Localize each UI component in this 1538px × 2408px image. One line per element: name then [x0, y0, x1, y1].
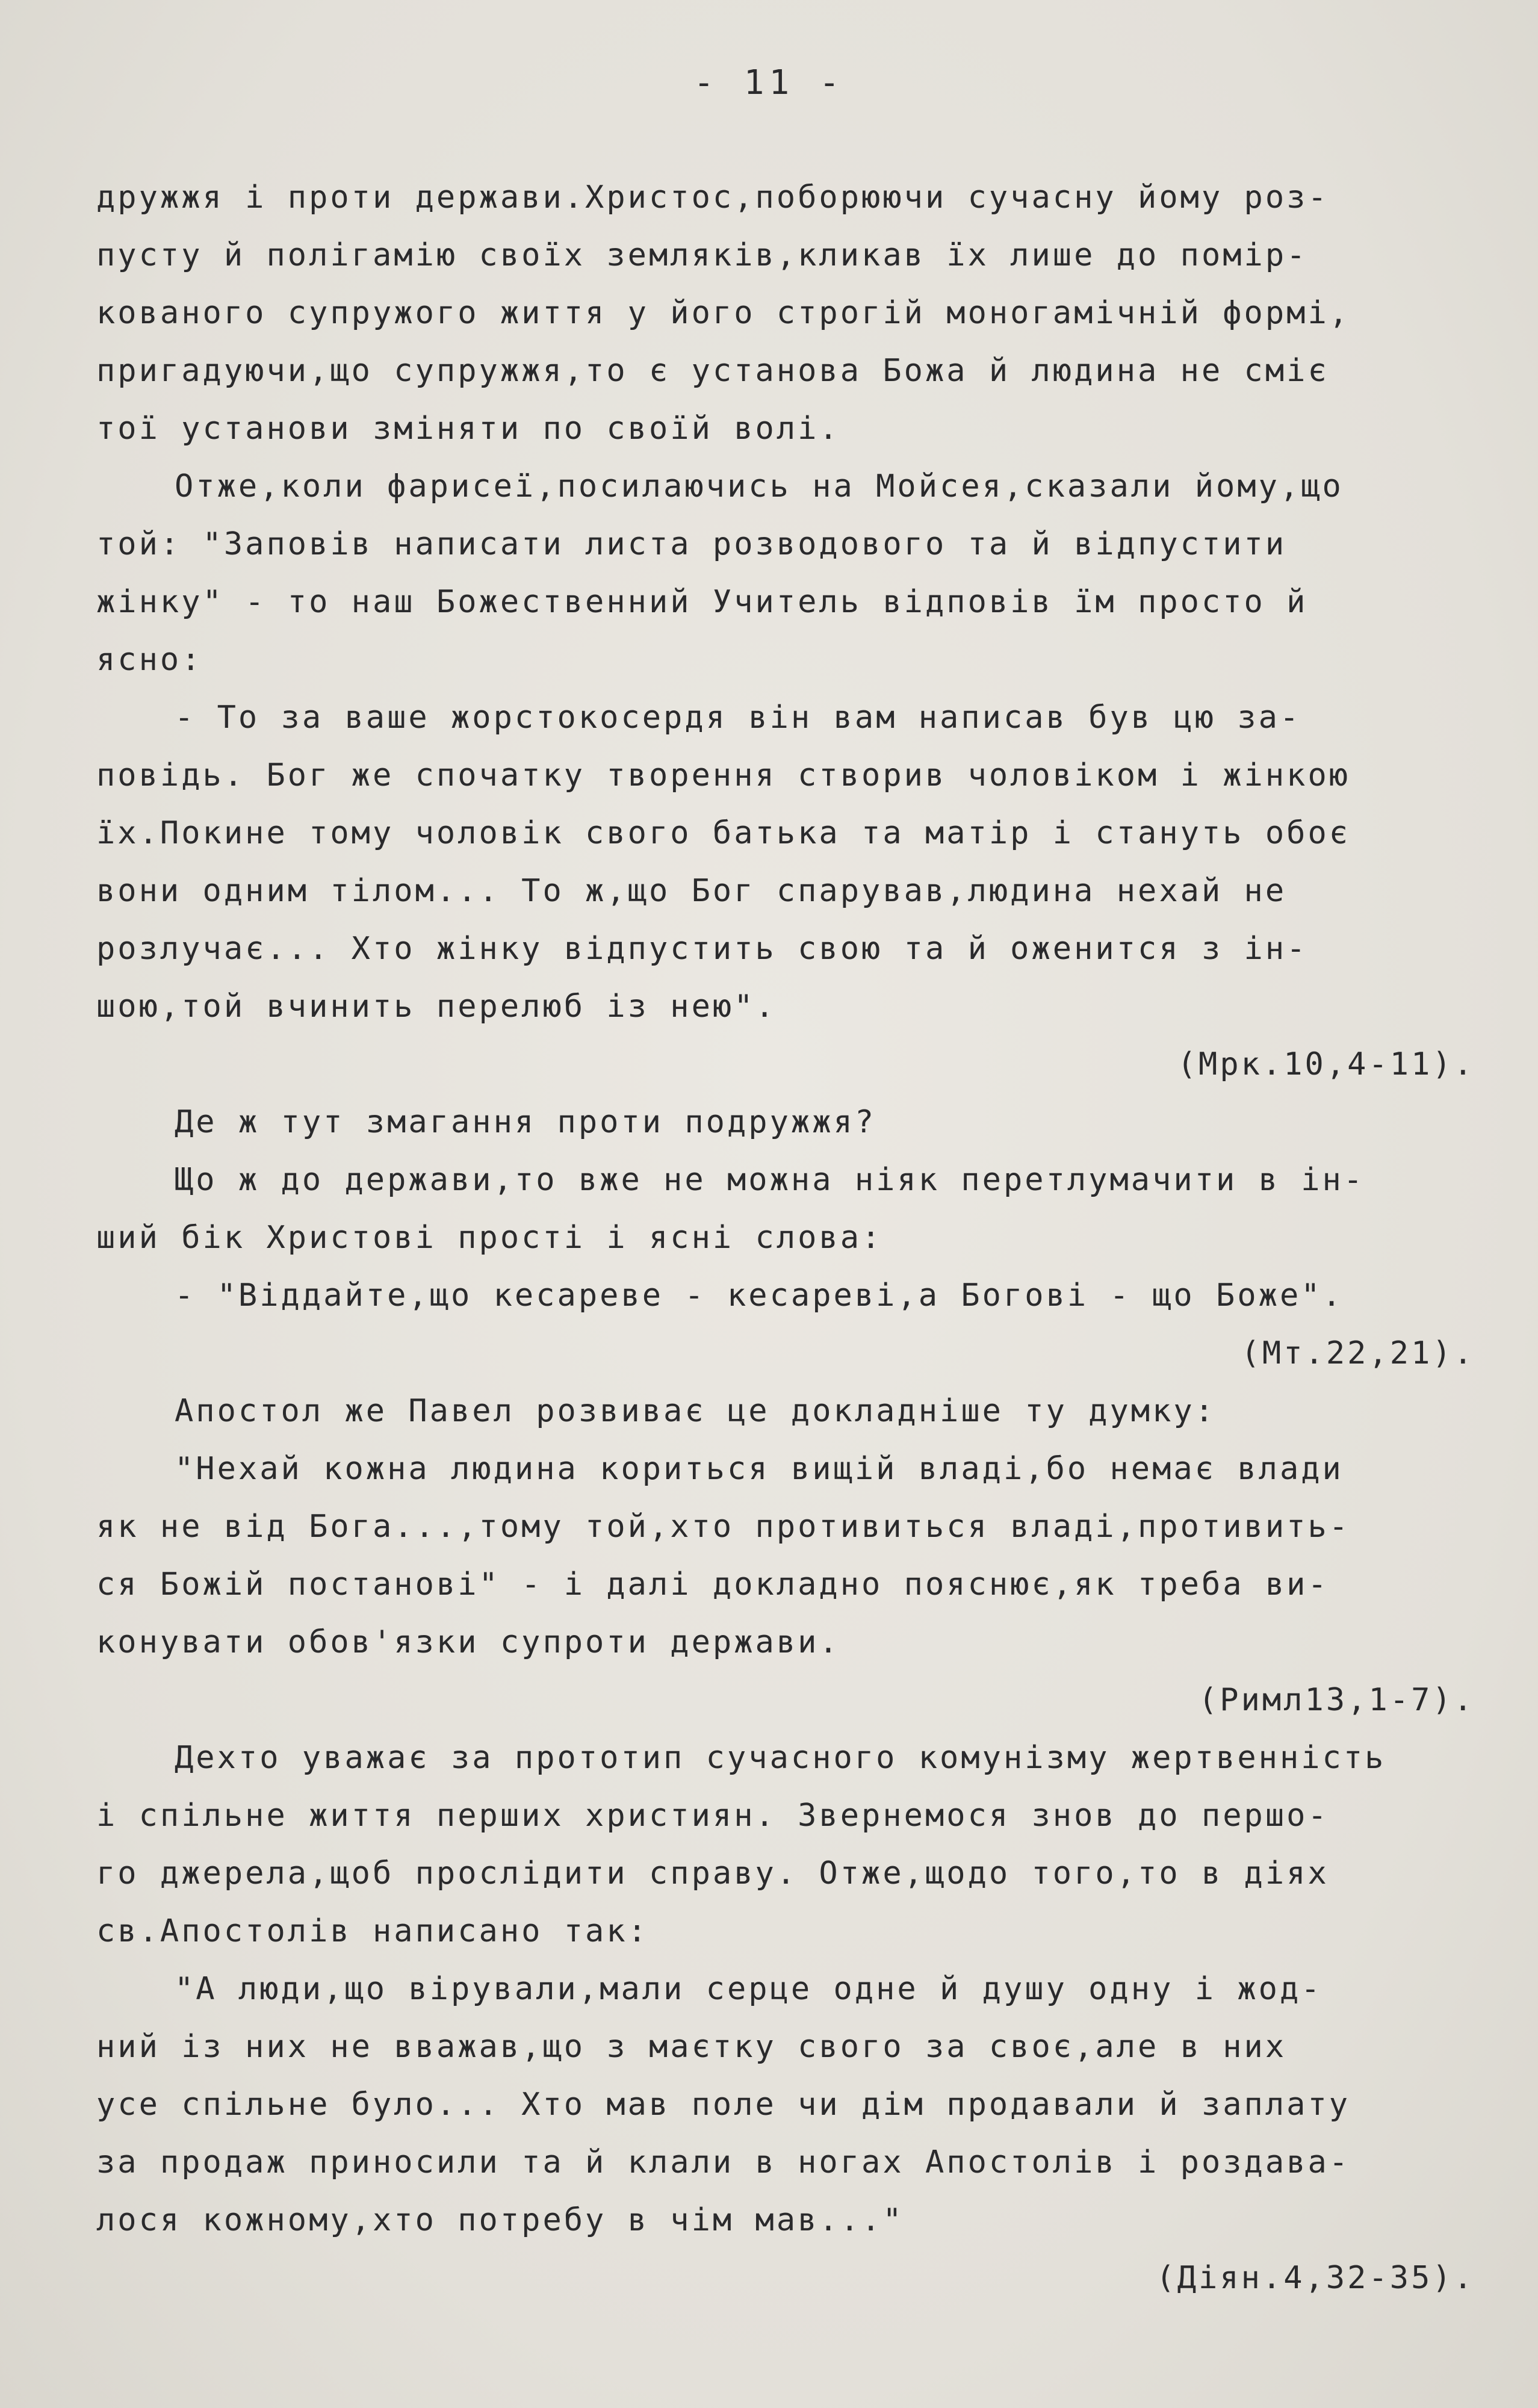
text-line: вони одним тілом... То ж,що Бог спарував,людина нехай не: [96, 873, 1287, 909]
text-line: го джерела,щоб прослідити справу. Отже,щодо того,то в діях: [96, 1855, 1329, 1891]
text-line: пусту й полігамію своїх земляків,кликав їх лише до помір-: [96, 237, 1308, 273]
text-line: кованого супружого життя у його строгій моногамічній формі,: [96, 295, 1351, 331]
text-line: тої установи зміняти по своїй волі.: [96, 411, 840, 447]
text-line: повідь. Бог же спочатку творення створив чоловіком і жінкою: [96, 757, 1351, 793]
text-line: Що ж до держави,то вже не можна ніяк перетлумачити в ін-: [175, 1162, 1365, 1198]
text-line: їх.Покине тому чоловік свого батька та матір і стануть обоє: [96, 815, 1351, 851]
text-line: ся Божій постанові" - і далі докладно пояснює,як треба ви-: [96, 1566, 1329, 1603]
text-line: "Нехай кожна людина кориться вищій владі,бо немає влади: [175, 1451, 1344, 1487]
text-line: конувати обов'язки супроти держави.: [96, 1624, 840, 1660]
citation-line: (Римл13,1-7).: [1198, 1682, 1475, 1718]
text-line: ний із них не вважав,що з маєтку свого за своє,але в них: [96, 2029, 1287, 2065]
body-text: [96, 169, 1475, 2307]
text-line: як не від Бога...,тому той,хто противиться владі,противить-: [96, 1509, 1351, 1545]
text-line: - "Віддайте,що кесареве - кесареві,а Богові - що Боже".: [175, 1277, 1344, 1314]
citation-line: (Мрк.10,4-11).: [1177, 1046, 1475, 1082]
page-number: - 11 -: [693, 63, 845, 102]
text-line: той: "Заповів написати листа розводового та й відпустити: [96, 526, 1287, 562]
text-line: св.Апостолів написано так:: [96, 1913, 649, 1949]
text-line: - То за ваше жорстокосердя він вам написав був цю за-: [175, 700, 1301, 736]
text-line: ясно:: [96, 642, 203, 678]
citation-line: (Діян.4,32-35).: [1156, 2260, 1475, 2296]
text-line: усе спільне було... Хто мав поле чи дім продавали й заплату: [96, 2087, 1351, 2123]
text-line: пригадуючи,що супружжя,то є установа Божа й людина не сміє: [96, 353, 1329, 389]
citation-line: (Мт.22,21).: [1241, 1335, 1475, 1371]
text-line: ший бік Христові прості і ясні слова:: [96, 1220, 883, 1256]
text-line: Апостол же Павел розвиває це докладніше ту думку:: [175, 1393, 1217, 1429]
text-line: і спільне життя перших християн. Звернемося знов до першо-: [96, 1798, 1329, 1834]
text-line: Дехто уважає за прототип сучасного комунізму жертвенність: [175, 1740, 1386, 1776]
text-line: дружжя і проти держави.Христос,поборюючи сучасну йому роз-: [96, 179, 1329, 216]
text-line: "А люди,що вірували,мали серце одне й душу одну і жод-: [175, 1971, 1322, 2007]
text-line: розлучає... Хто жінку відпустить свою та й оженится з ін-: [96, 931, 1308, 967]
text-line: Де ж тут змагання проти подружжя?: [175, 1104, 876, 1140]
text-line: за продаж приносили та й клали в ногах Апостолів і роздава-: [96, 2144, 1351, 2180]
text-line: жінку" - то наш Божественний Учитель відповів їм просто й: [96, 584, 1308, 620]
text-line: лося кожному,хто потребу в чім мав...": [96, 2202, 904, 2238]
text-line: Отже,коли фарисеї,посилаючись на Мойсея,сказали йому,що: [175, 468, 1344, 504]
text-line: шою,той вчинить перелюб із нею".: [96, 988, 777, 1025]
